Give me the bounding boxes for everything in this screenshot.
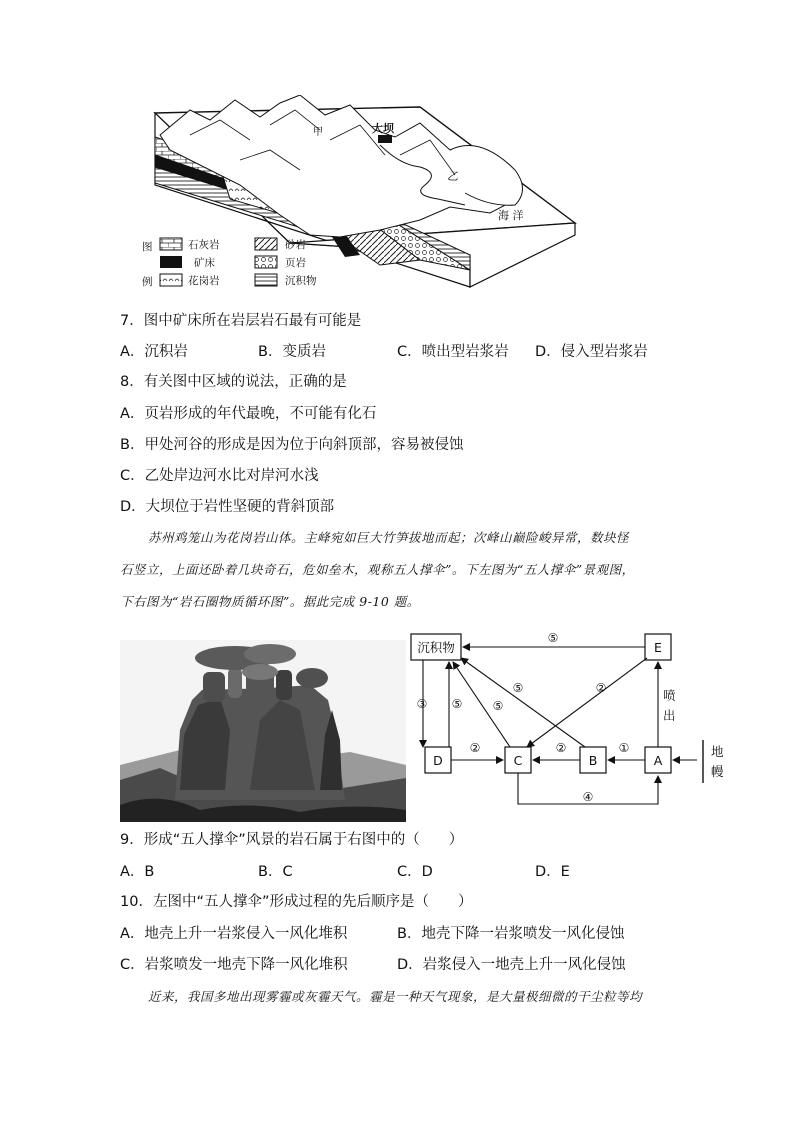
q8-option-a: A．页岩形成的年代最晚，不可能有化石 <box>120 406 377 422</box>
q9-stem: 9．形成“五人撑伞”风景的岩石属于右图中的（ ） <box>120 832 464 848</box>
q10-option-c: C．岩浆喷发一地壳下降一风化堆积 <box>120 957 348 973</box>
q7-option-a: A．沉积岩 <box>120 344 188 360</box>
legend-sandstone: 砂岩 <box>285 239 306 251</box>
q8-option-b: B．甲处河谷的形成是因为位于向斜顶部，容易被侵蚀 <box>120 437 464 453</box>
q7-option-d: D．侵入型岩浆岩 <box>535 344 648 360</box>
q8-stem: 8．有关图中区域的说法，正确的是 <box>120 374 347 390</box>
five-people-umbrella-photo <box>120 640 406 822</box>
geology-block-diagram <box>120 95 590 300</box>
legend-granite-swatch <box>160 274 182 286</box>
passage1-line-2: 石竖立，上面还卧着几块奇石，危如垒木，观称五人撑伞”。下左图为“五人撑伞”景观图， <box>120 562 635 577</box>
q7-stem: 7．图中矿床所在岩层岩石最有可能是 <box>120 313 362 329</box>
node-c-label: C <box>513 753 523 768</box>
q9-option-d: D．E <box>535 864 570 880</box>
q10-option-b: B．地壳下降一岩浆喷发一风化侵蚀 <box>397 926 625 942</box>
legend-limestone-swatch <box>160 238 182 250</box>
legend-ore-swatch <box>160 256 182 268</box>
arrow-label-a-b: ① <box>618 741 630 755</box>
arrow-label-d-c: ② <box>469 741 481 755</box>
erupt-label-2: 出 <box>663 708 676 723</box>
legend-sandstone-swatch <box>255 238 277 250</box>
arrow-label-b-c: ② <box>555 741 567 755</box>
node-e-label: E <box>654 640 662 655</box>
label-jia: 甲 <box>313 127 323 138</box>
q8-option-d: D．大坝位于岩性坚硬的背斜顶部 <box>120 499 335 515</box>
label-ocean: 海 洋 <box>498 209 524 222</box>
node-b-label: B <box>588 753 598 768</box>
q7-option-b: B．变质岩 <box>258 344 326 360</box>
q7-option-c: C．喷出型岩浆岩 <box>397 344 509 360</box>
legend-sediment-swatch <box>255 274 277 286</box>
legend-title-2: 例 <box>142 276 153 288</box>
arrow-label-b-sediment: ⑤ <box>512 681 524 695</box>
node-a-label: A <box>653 753 663 768</box>
legend-limestone: 石灰岩 <box>188 239 220 251</box>
arrow-label-e-c: ② <box>595 681 607 695</box>
node-d-label: D <box>433 753 443 768</box>
mantle-label-1: 地 <box>711 744 724 759</box>
arrow-label-c-a: ④ <box>582 790 594 804</box>
q9-option-c: C．D <box>397 864 433 880</box>
q9-option-b: B．C <box>258 864 293 880</box>
arrow-label-c-sediment: ⑤ <box>492 699 504 713</box>
legend-ore: 矿床 <box>194 257 215 269</box>
q10-option-a: A．地壳上升一岩浆侵入一风化堆积 <box>120 926 348 942</box>
arrow-label-e-sediment: ⑤ <box>547 631 559 645</box>
legend-shale-swatch <box>255 256 277 268</box>
label-dam: 大坝 <box>372 122 394 135</box>
arrow-label-sediment-d: ③ <box>416 697 428 711</box>
passage2-line-1: 近来，我国多地出现雾霾或灰霾天气。霾是一种天气现象，是大量极细微的干尘粒等均 <box>148 989 643 1004</box>
mantle-label-2: 幔 <box>711 764 724 779</box>
legend-granite: 花岗岩 <box>188 275 220 287</box>
passage1-line-3: 下右图为“岩石圈物质循环图”。据此完成 9-10 题。 <box>120 594 420 609</box>
node-sediment-label: 沉积物 <box>417 640 455 655</box>
q8-option-c: C．乙处岸边河水比对岸河水浅 <box>120 468 319 484</box>
arrow-label-d-sediment: ⑤ <box>451 697 463 711</box>
legend-title-1: 图 <box>142 241 153 253</box>
passage1-line-1: 苏州鸡笼山为花岗岩山体。主峰宛如巨大竹笋拔地而起；次峰山巅险峻异常，数块怪 <box>148 530 630 545</box>
legend-sediment: 沉积物 <box>285 275 317 287</box>
rock-cycle-diagram <box>405 628 735 808</box>
q10-stem: 10．左图中“五人撑伞”形成过程的先后顺序是（ ） <box>120 894 473 910</box>
q9-option-a: A．B <box>120 864 155 880</box>
legend-shale: 页岩 <box>285 257 306 269</box>
erupt-label-1: 喷 <box>663 688 676 703</box>
q10-option-d: D．岩浆侵入一地壳上升一风化侵蚀 <box>397 957 626 973</box>
label-yi: 乙 <box>447 170 458 183</box>
